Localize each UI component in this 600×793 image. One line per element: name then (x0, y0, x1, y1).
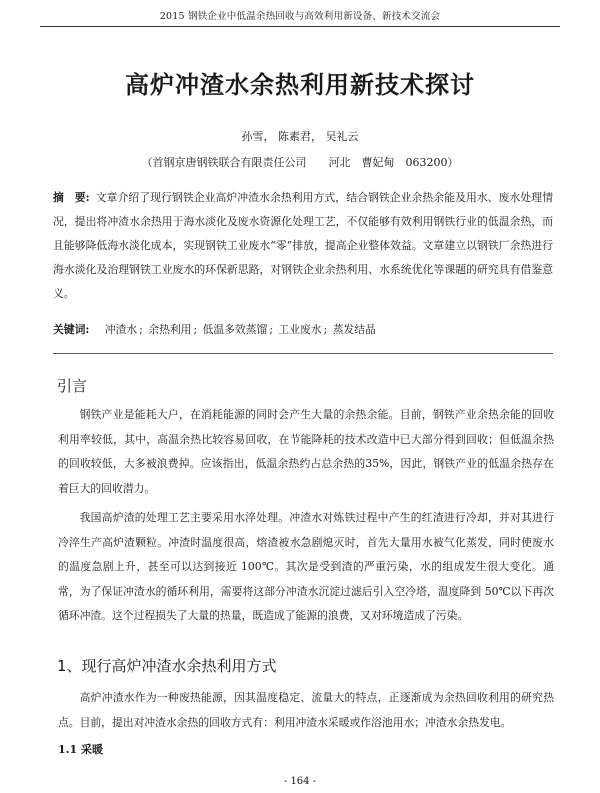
abstract-text: 文章介绍了现行钢铁企业高炉冲渣水余热利用方式，结合钢铁企业余热余能及用水、废水处理情况，提出将冲渣水余热用于海水淡化及废水资源化处理工艺，不仅能够有效利用钢铁行业的低温余热，而且能够降低海水淡化成本，实现钢铁工业废水“零”排放，提高企业整体效益。文章建立以钢铁厂余热进行海水淡化及治理钢铁工业废水的环保新思路，对钢铁企业余热利用、水系统优化等课题的研究具有借鉴意义。 (53, 191, 553, 300)
section-1-paragraph-1: 高炉冲渣水作为一种废热能源，因其温度稳定、流量大的特点，正逐渐成为余热回收利用的研究热点。目前，提出对冲渣水余热的回收方式有：利用冲渣水采暖或作浴池用水；冲渣水余热发电。 (58, 691, 554, 729)
section-heading-1: 1、现行高炉冲渣水余热利用方式 (57, 657, 277, 675)
keyword: 工业废水 (278, 323, 322, 336)
page-number: - 164 - (283, 776, 317, 787)
abstract-label: 摘 要: (53, 191, 90, 204)
keywords: 关键词: 冲渣水 ; 余热利用 ; 低温多效蒸馏 ; 工业废水 ; 蒸发结晶 (53, 323, 376, 336)
paper-title: 高炉冲渣水余热利用新技术探讨 (125, 71, 475, 99)
keywords-label: 关键词: (53, 323, 90, 336)
intro-paragraph-2: 我国高炉渣的处理工艺主要采用水淬处理。冲渣水对炼铁过程中产生的红渣进行冷却，并对其进行冷淬生产高炉渣颗粒。冲渣时温度很高，熔渣被水急剧熄灭时，首先大量用水被气化蒸发，同时使废水的温度急剧上升，甚至可以达到接近 100℃。其次是受到渣的严重污染，水的组成发生很大变化。通常，为了保证冲渣水的循环利用，需要将这部分冲渣水沉淀过滤后引入空冷塔，温度降到 50℃以下再次循环冲渣。这个过程损失了大量的热量，既造成了能源的浪费，又对环境造成了污染。 (58, 511, 554, 622)
section-heading-intro: 引言 (57, 377, 88, 395)
intro-paragraph-1: 钢铁产业是能耗大户，在消耗能源的同时会产生大量的余热余能。目前，钢铁产业余热余能的回收利用率较低，其中，高温余热比较容易回收，在节能降耗的技术改造中已大部分得到回收；但低温余热的回收较低，大多被浪费掉。应该指出，低温余热约占总余热的35%，因此，钢铁产业的低温余热存在着巨大的回收潜力。 (58, 408, 554, 495)
authors: 孙雪， 陈素君， 吴礼云 (241, 130, 359, 143)
affiliation: （首钢京唐钢铁联合有限责任公司 河北 曹妃甸 063200） (141, 156, 459, 169)
header-rule (40, 26, 560, 27)
running-header: 2015 钢铁企业中低温余热回收与高效利用新设备、新技术交流会 (159, 11, 441, 22)
section-divider (53, 353, 553, 354)
keyword: 低温多效蒸馏 (202, 323, 268, 336)
keyword: 蒸发结晶 (332, 323, 376, 336)
abstract (53, 186, 553, 306)
keyword: 余热利用 (148, 323, 192, 336)
subsection-heading: 1.1 采暖 (58, 743, 103, 756)
keyword: 冲渣水 (104, 323, 138, 336)
